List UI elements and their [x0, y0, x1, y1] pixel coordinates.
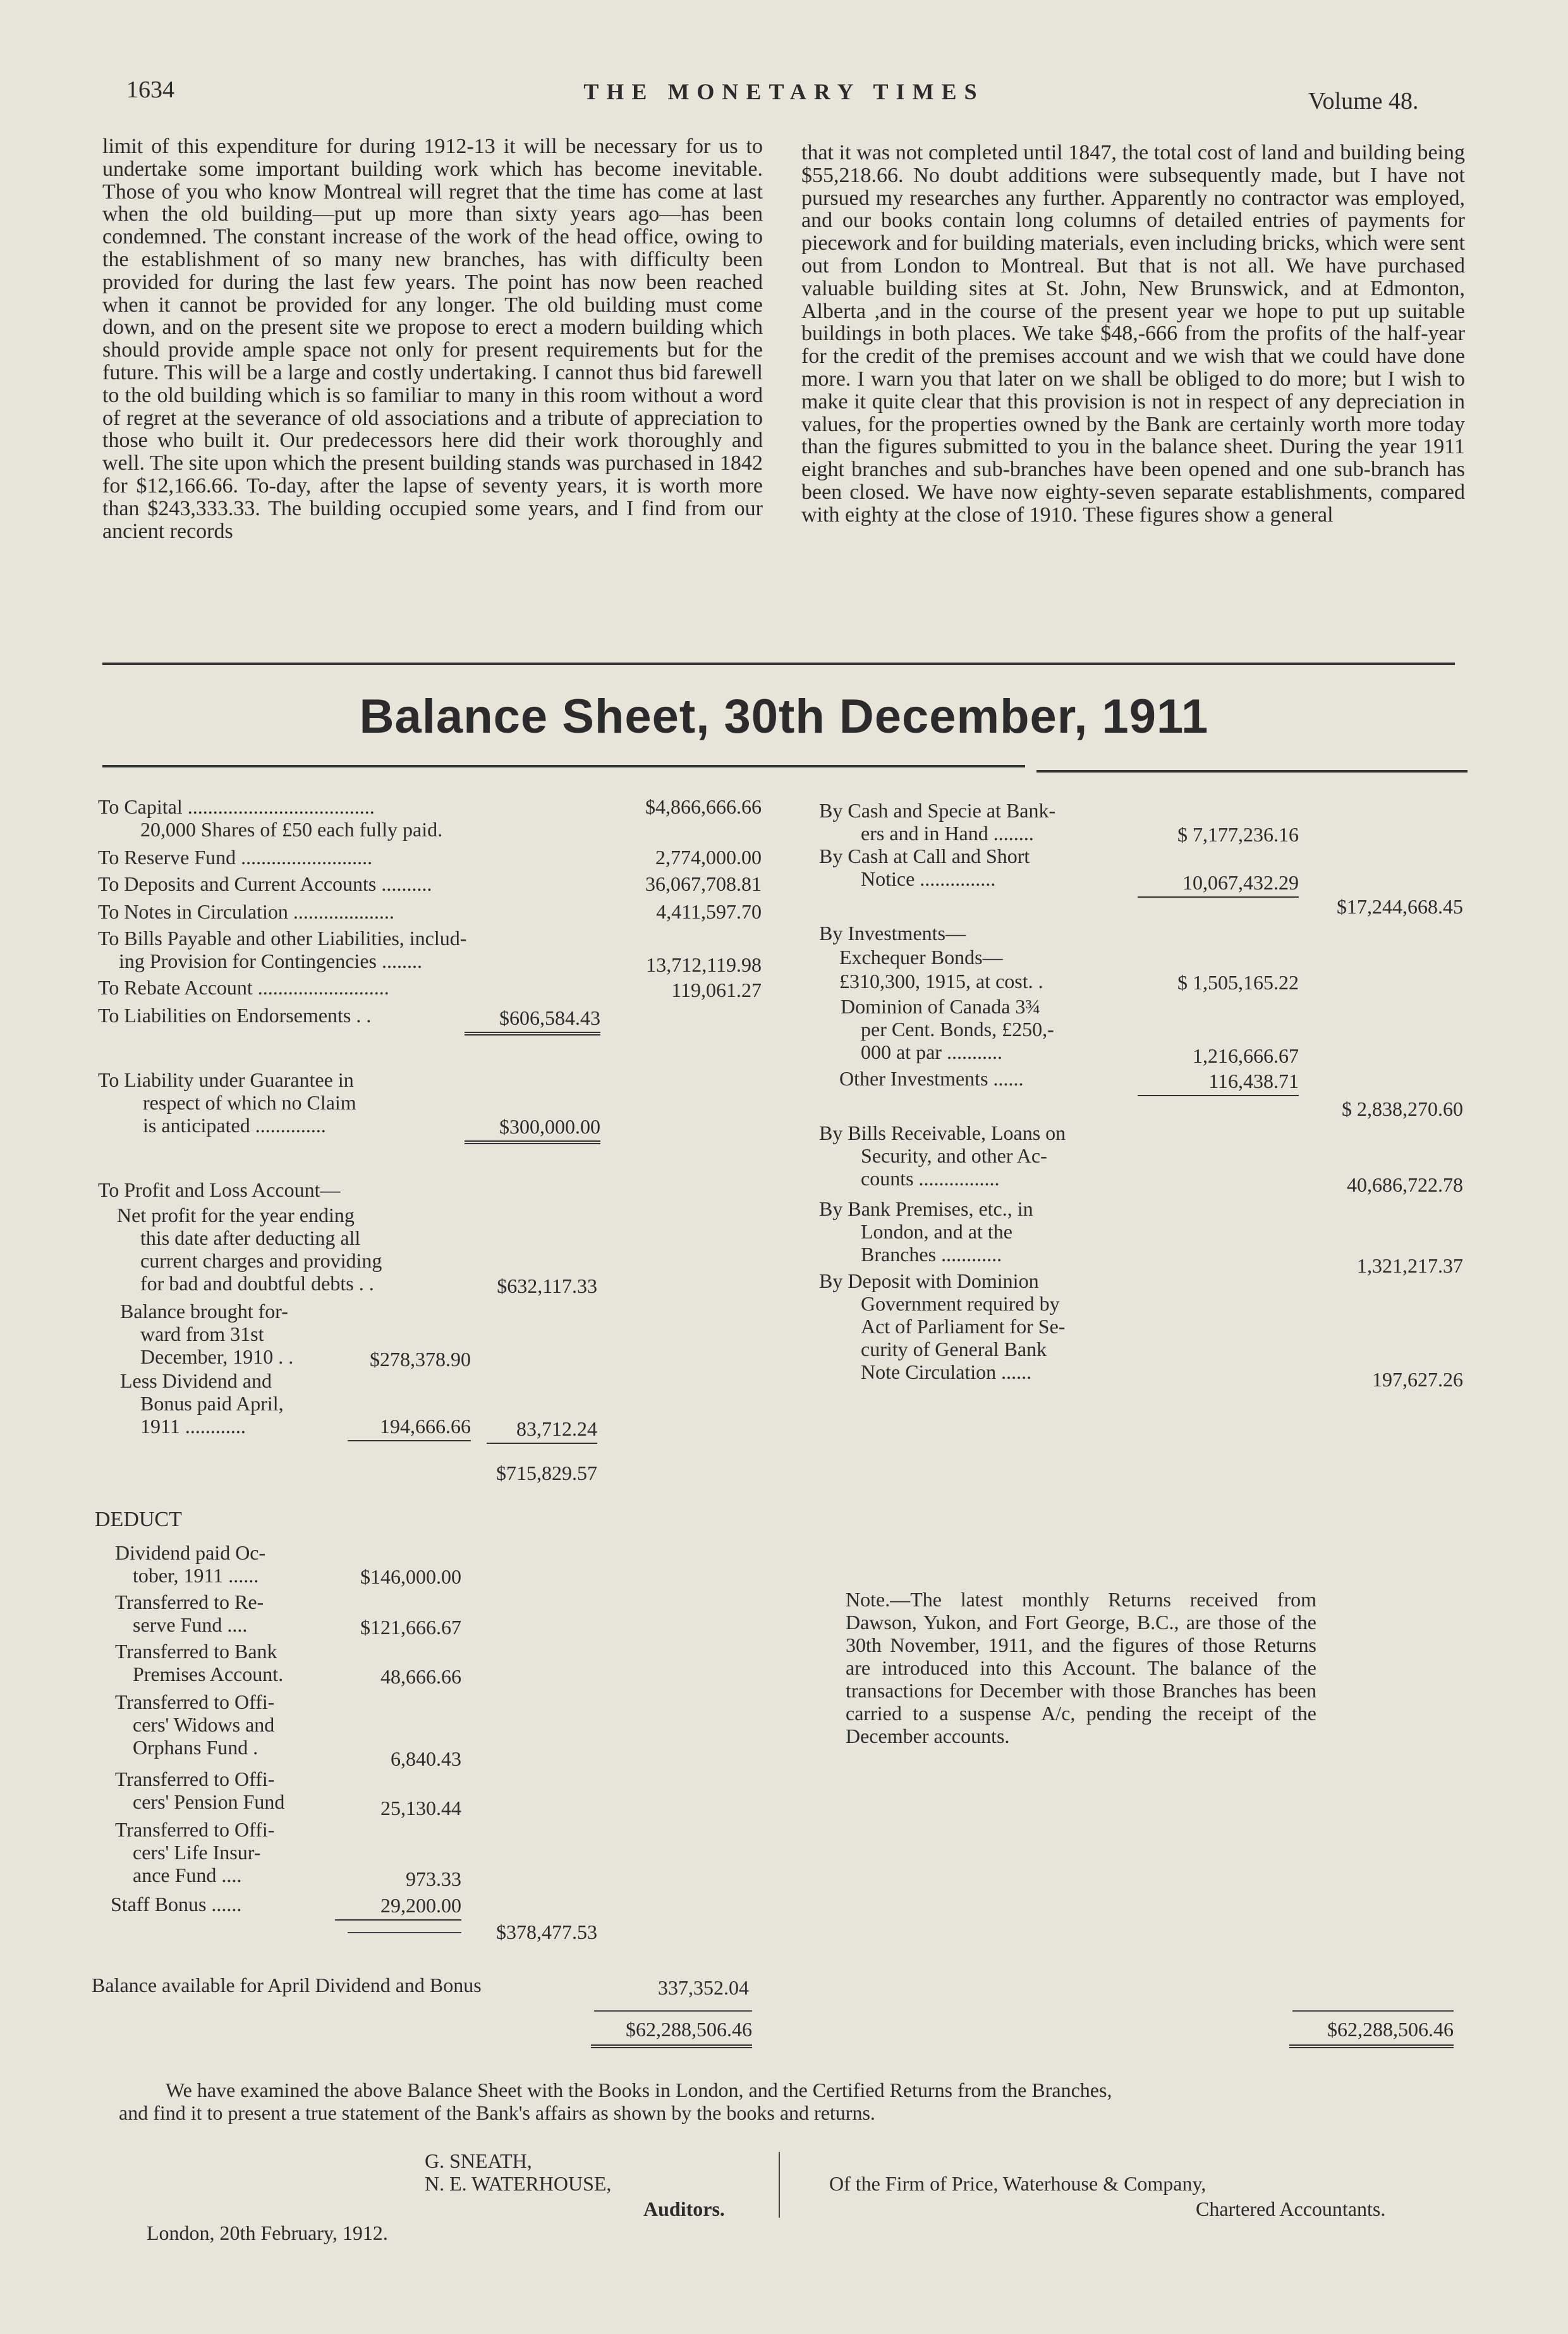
deposit-line-1: By Deposit with Dominion: [819, 1269, 1039, 1292]
bills-label-1: To Bills Payable and other Liabilities, includ-: [98, 927, 467, 950]
call-line-2: Notice ...............: [861, 867, 996, 890]
auditor-brace: [779, 2152, 780, 2218]
journal-title: THE MONETARY TIMES: [583, 79, 985, 104]
ded-widows-l2: cers' Widows and: [133, 1713, 275, 1736]
cash-line-2: ers and in Hand ........: [861, 822, 1034, 845]
grand-total-right: $62,288,506.46: [1289, 2018, 1454, 2048]
deposit-line-5: Note Circulation ......: [861, 1360, 1032, 1383]
dominion-line-1: Dominion of Canada 3¾: [841, 995, 1041, 1018]
premises-line-3: Branches ............: [861, 1243, 1002, 1266]
ded-life-value: 973.33: [406, 1867, 461, 1890]
capital-label: To Capital .....................................: [98, 795, 375, 818]
guarantee-line-1: To Liability under Guarantee in: [98, 1068, 354, 1091]
guarantee-value: $300,000.00: [465, 1115, 600, 1144]
deposit-line-4: curity of General Bank: [861, 1338, 1047, 1360]
exchequer-line-2: £310,300, 1915, at cost. .: [839, 970, 1043, 993]
dominion-line-2: per Cent. Bonds, £250,-: [861, 1018, 1054, 1041]
bills-line-3: counts ................: [861, 1167, 1000, 1190]
ded-premises-l2: Premises Account.: [133, 1663, 284, 1685]
grand-total-right-top-rule: [1292, 2010, 1454, 2012]
capital-value: $4,866,666.66: [645, 795, 762, 818]
firm-line-2: Chartered Accountants.: [1196, 2197, 1386, 2220]
guarantee-line-2: respect of which no Claim: [143, 1091, 356, 1114]
cash-total: $17,244,668.45: [1337, 895, 1463, 918]
net-line-1: Net profit for the year ending: [117, 1204, 355, 1226]
cash-value: $ 7,177,236.16: [1177, 823, 1299, 846]
returns-note: Note.—The latest monthly Returns received from Dawson, Yukon, and Fort George, B.C., are those of the 30th November, 1911, and the figures of those Returns are introduced into this Account. The balance of the transactions for December with those Branches has been carried to a suspense A/c, pending the receipt of the December accounts.: [846, 1588, 1316, 1747]
title-bottom-rule-right: [1036, 770, 1468, 773]
less-line-3: 1911 ............: [140, 1415, 246, 1438]
ded-pension-l1: Transferred to Offi-: [115, 1768, 275, 1790]
premises-line-1: By Bank Premises, etc., in: [819, 1197, 1033, 1220]
ded-premises-value: 48,666.66: [380, 1665, 461, 1688]
bills-line-1: By Bills Receivable, Loans on: [819, 1121, 1066, 1144]
ded-life-l1: Transferred to Offi-: [115, 1818, 275, 1841]
net-value: $632,117.33: [497, 1274, 597, 1297]
rebate-value: 119,061.27: [671, 979, 762, 1001]
ded-total: $378,477.53: [496, 1921, 597, 1943]
dominion-value: 1,216,666.67: [1193, 1044, 1299, 1067]
deposits-value: 36,067,708.81: [645, 872, 762, 895]
less-line-2: Bonus paid April,: [140, 1392, 284, 1415]
ded-reserve-value: $121,666.67: [360, 1616, 461, 1639]
net-line-2: this date after deducting all: [140, 1226, 361, 1249]
ded-life-l2: cers' Life Insur-: [133, 1841, 261, 1864]
title-top-rule: [102, 663, 1455, 665]
ded-staff-bonus-label: Staff Bonus ......: [111, 1893, 242, 1915]
deduct-heading: DEDUCT: [95, 1508, 182, 1531]
ded-dividend-l1: Dividend paid Oc-: [115, 1541, 266, 1564]
auditors-label: Auditors.: [643, 2197, 725, 2220]
bal-value: $278,378.90: [370, 1348, 471, 1371]
ded-subtotal-rule: [348, 1932, 461, 1933]
dominion-line-3: 000 at par ...........: [861, 1041, 1002, 1063]
ded-pension-l2: cers' Pension Fund: [133, 1790, 285, 1813]
auditor-2: N. E. WATERHOUSE,: [425, 2172, 612, 2195]
audit-statement-line-1: We have examined the above Balance Sheet with the Books in London, and the Certified Returns from the Branches,: [166, 2079, 1112, 2101]
firm-line-1: Of the Firm of Price, Waterhouse & Company,: [829, 2172, 1206, 2195]
investments-total: $ 2,838,270.60: [1342, 1097, 1463, 1120]
balance-available-value: 337,352.04: [658, 1976, 749, 1999]
investments-heading: By Investments—: [819, 922, 966, 944]
reserve-label: To Reserve Fund ..........................: [98, 846, 373, 869]
reserve-value: 2,774,000.00: [655, 846, 762, 869]
ded-staff-bonus-value: 29,200.00: [335, 1894, 461, 1921]
auditor-1: G. SNEATH,: [425, 2149, 532, 2172]
pl-label: To Profit and Loss Account—: [98, 1178, 341, 1201]
deposit-value: 197,627.26: [1372, 1368, 1463, 1391]
call-line-1: By Cash at Call and Short: [819, 845, 1030, 867]
bills-line-2: Security, and other Ac-: [861, 1144, 1047, 1167]
exchequer-value: $ 1,505,165.22: [1177, 971, 1299, 994]
notes-label: To Notes in Circulation ....................: [98, 900, 394, 923]
guarantee-line-3: is anticipated ..............: [143, 1114, 326, 1137]
premises-value: 1,321,217.37: [1357, 1254, 1463, 1277]
ded-pension-value: 25,130.44: [380, 1797, 461, 1819]
notes-value: 4,411,597.70: [656, 900, 762, 923]
capital-sub: 20,000 Shares of £50 each fully paid.: [140, 818, 443, 841]
ded-reserve-l2: serve Fund ....: [133, 1613, 248, 1636]
premises-line-2: London, and at the: [861, 1220, 1012, 1243]
other-investments-label: Other Investments ......: [839, 1067, 1024, 1090]
bills-label-2: ing Provision for Contingencies ........: [119, 950, 422, 972]
bills-value: 13,712,119.98: [646, 953, 762, 976]
page-number: 1634: [126, 76, 174, 103]
ded-dividend-l2: tober, 1911 ......: [133, 1564, 259, 1587]
net-line-4: for bad and doubtful debts . .: [140, 1272, 374, 1295]
less-net-value: 83,712.24: [487, 1417, 597, 1444]
bills-receivable-value: 40,686,722.78: [1347, 1173, 1463, 1196]
less-line-1: Less Dividend and: [120, 1369, 272, 1392]
ded-widows-value: 6,840.43: [391, 1747, 461, 1770]
balance-available-label: Balance available for April Dividend and Bonus: [92, 1974, 482, 1996]
ded-reserve-l1: Transferred to Re-: [115, 1591, 264, 1613]
deposit-line-2: Government required by: [861, 1292, 1060, 1315]
place-date: London, 20th February, 1912.: [147, 2221, 388, 2244]
other-investments-value: 116,438.71: [1138, 1070, 1299, 1096]
call-value: 10,067,432.29: [1138, 871, 1299, 898]
cash-line-1: By Cash and Specie at Bank-: [819, 799, 1056, 822]
bal-line-2: ward from 31st: [140, 1323, 264, 1345]
endorse-label: To Liabilities on Endorsements . .: [98, 1004, 372, 1027]
bal-line-3: December, 1910 . .: [140, 1345, 294, 1368]
grand-total-left-top-rule: [594, 2010, 752, 2012]
bal-line-1: Balance brought for-: [120, 1300, 288, 1323]
rebate-label: To Rebate Account ..........................: [98, 976, 389, 999]
deposits-label: To Deposits and Current Accounts ..........: [98, 872, 432, 895]
endorse-value: $606,584.43: [465, 1006, 600, 1036]
grand-total-left: $62,288,506.46: [591, 2018, 752, 2048]
less-value: 194,666.66: [348, 1415, 471, 1441]
ded-premises-l1: Transferred to Bank: [115, 1640, 277, 1663]
volume-label: Volume 48.: [1308, 88, 1419, 114]
ded-widows-l1: Transferred to Offi-: [115, 1690, 275, 1713]
ded-widows-l3: Orphans Fund .: [133, 1736, 258, 1759]
ded-life-l3: ance Fund ....: [133, 1864, 242, 1886]
ded-dividend-value: $146,000.00: [360, 1565, 461, 1588]
body-paragraph-left: limit of this expenditure for during 1912-13 it will be necessary for us to undertake some important building work which has become inevitable. Those of you who know Montreal will regret that the time has come at last when the old building—put up more than sixty years ago—has been condemned. The constant increase of the work of the head office, owing to the establishment of so many new branches, has with difficulty been provided for during the last few years. The point has now been reached when it cannot be provided for any longer. The old building must come down, and on the present site we propose to erect a modern building which should provide ample space not only for present requirements but for the future. This will be a large and costly undertaking. I cannot thus bid farewell to the old building which is so familiar to many in this room without a word of regret at the severance of old associations and a tribute of appreciation to those who built it. Our predecessors here did their work thoroughly and well. The site upon which the present building stands was purchased in 1842 for $12,166.66. To-day, after the lapse of seventy years, it is worth more than $243,333.33. The building occupied some years, and I find from our ancient records: [102, 135, 763, 543]
exchequer-line-1: Exchequer Bonds—: [839, 946, 1003, 968]
deposit-line-3: Act of Parliament for Se-: [861, 1315, 1066, 1338]
balance-sheet-title: Balance Sheet, 30th December, 1911: [359, 690, 1209, 743]
title-bottom-rule-left: [102, 765, 1025, 767]
body-paragraph-right: that it was not completed until 1847, the total cost of land and building being $55,218.66. No doubt additions were subsequently made, but I have not pursued my researches any further. Apparently no contractor was employed, and our books contain long columns of detailed entries of payments for piecework and for building materials, even including bricks, which were sent out from London to Montreal. But that is not all. We have purchased valuable building sites at St. John, New Brunswick, and at Edmonton, Alberta ,and in the course of the present year we hope to put up suitable buildings in both places. We take $48,-666 from the profits of the half-year for the credit of the premises account and we wish that we could have done more. I warn you that later on we shall be obliged to do more; but I wish to make it quite clear that this provision is not in respect of any depreciation in values, for the properties owned by the Bank are certainly worth more today than the figures submitted to you in the balance sheet. During the year 1911 eight branches and sub-branches have been opened and one sub-branch has been closed. We have now eighty-seven separate establishments, compared with eighty at the close of 1910. These figures show a general: [801, 141, 1465, 527]
pl-total: $715,829.57: [496, 1462, 597, 1484]
net-line-3: current charges and providing: [140, 1249, 382, 1272]
audit-statement-line-2: and find it to present a true statement of the Bank's affairs as shown by the books and returns.: [119, 2101, 875, 2124]
